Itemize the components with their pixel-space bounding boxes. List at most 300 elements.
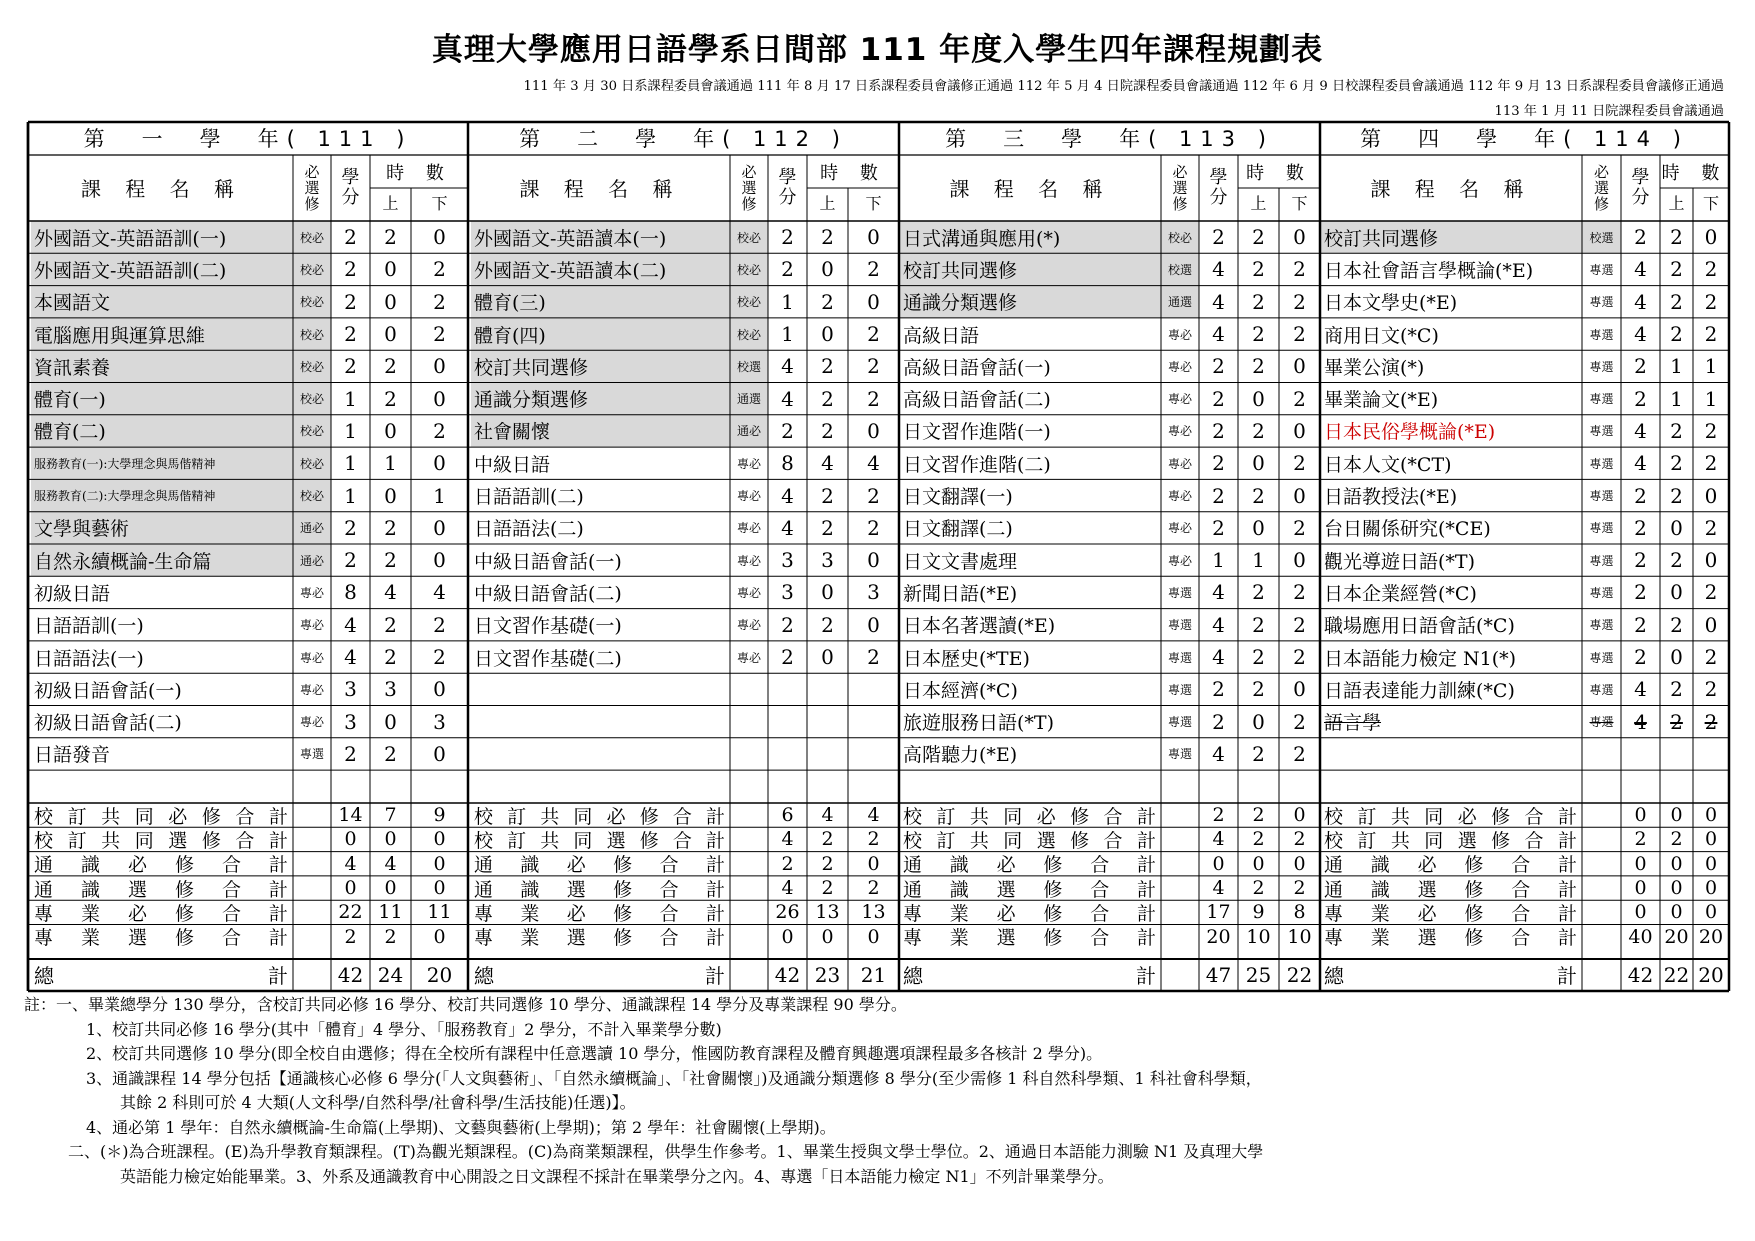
course-hours-2: 0	[867, 548, 880, 573]
summary-hours-2: 0	[867, 925, 880, 948]
summary-hours-2: 0	[433, 852, 446, 875]
course-credits: 4	[1212, 289, 1225, 314]
summary-credits: 2	[344, 925, 357, 948]
course-hours-1: 2	[1670, 289, 1683, 314]
course-credits: 2	[1634, 612, 1647, 637]
total-label: 總 計	[1324, 964, 1577, 988]
course-hours-1: 2	[1670, 418, 1683, 443]
course-req: 專必	[299, 715, 324, 730]
course-hours-1: 2	[1252, 677, 1265, 702]
course-name: 日本經濟(*C)	[903, 679, 1018, 702]
course-name: 初級日語會話(一)	[34, 679, 182, 702]
course-hours-1: 2	[384, 386, 397, 411]
summary-label: 通 識 必 修 合 計	[34, 854, 288, 876]
header-second-sem: 下	[431, 194, 448, 213]
course-hours-2: 2	[433, 418, 446, 443]
header-hours: 時 數	[386, 163, 452, 184]
course-credits: 3	[344, 709, 357, 734]
summary-label: 專 業 必 修 合 計	[474, 902, 725, 925]
course-hours-1: 3	[821, 548, 834, 573]
course-hours-2: 2	[1704, 289, 1718, 314]
total-credits: 42	[1627, 962, 1654, 987]
course-name: 商用日文(*C)	[1324, 324, 1439, 347]
summary-credits: 26	[775, 901, 800, 924]
course-name: 通識分類選修	[474, 389, 589, 412]
summary-label: 專 業 必 修 合 計	[1324, 902, 1577, 925]
course-name: 體育(三)	[474, 292, 546, 315]
course-name: 日本語能力檢定 N1(*)	[1324, 647, 1517, 670]
total-hours-1: 22	[1663, 962, 1690, 987]
summary-hours-1: 2	[1252, 828, 1265, 851]
summary-hours-1: 9	[1252, 901, 1265, 924]
course-credits: 1	[1212, 548, 1225, 573]
course-hours-1: 2	[1252, 418, 1265, 443]
course-hours-2: 0	[867, 225, 880, 250]
summary-label: 校 訂 共 同 選 修 合 計	[903, 829, 1156, 852]
course-name: 本國語文	[34, 292, 111, 315]
summary-hours-2: 11	[427, 901, 452, 924]
course-hours-1: 0	[384, 257, 397, 282]
total-hours-1: 25	[1245, 962, 1272, 987]
course-hours-2: 0	[1293, 225, 1306, 250]
summary-hours-2: 0	[1704, 901, 1718, 924]
course-name: 日文習作進階(二)	[903, 453, 1051, 476]
course-hours-2: 0	[433, 354, 446, 379]
course-credits: 3	[781, 548, 794, 573]
course-credits: 2	[344, 515, 357, 540]
course-credits: 4	[1634, 257, 1647, 282]
summary-hours-1: 2	[1252, 877, 1265, 900]
course-hours-1: 0	[384, 483, 397, 508]
summary-hours-2: 2	[867, 877, 880, 900]
approval-line-2: 113 年 1 月 11 日院課程委員會議通過	[1494, 104, 1724, 119]
total-hours-2: 22	[1286, 962, 1313, 987]
course-req: 專必	[1167, 456, 1192, 471]
course-hours-2: 0	[1293, 354, 1306, 379]
course-hours-2: 2	[867, 322, 880, 347]
summary-credits: 6	[781, 804, 794, 827]
course-hours-1: 0	[821, 580, 834, 605]
course-hours-1: 0	[1252, 515, 1265, 540]
course-credits: 8	[781, 451, 794, 476]
total-hours-1: 23	[814, 962, 841, 987]
course-hours-1: 2	[1252, 289, 1265, 314]
course-hours-2: 4	[433, 580, 446, 605]
summary-credits: 0	[1634, 804, 1647, 827]
course-hours-2: 2	[433, 612, 446, 637]
course-hours-2: 2	[433, 322, 446, 347]
course-credits: 2	[781, 645, 794, 670]
course-req: 專選	[1167, 747, 1192, 762]
header-first-sem: 上	[1250, 194, 1267, 213]
header-req: 必 選 修	[741, 162, 757, 213]
header-req: 必 選 修	[1593, 162, 1609, 213]
course-credits: 2	[781, 418, 794, 443]
year-header: 第 三 學 年( 113 )	[945, 126, 1274, 151]
course-credits: 2	[1634, 225, 1647, 250]
course-hours-2: 2	[1704, 515, 1718, 540]
course-req: 校必	[299, 327, 324, 342]
course-credits: 4	[781, 515, 794, 540]
course-credits: 2	[344, 741, 357, 766]
header-req: 必 選 修	[304, 162, 320, 213]
note-line: 1、校訂共同必修 16 學分(其中「體育」4 學分、「服務教育」2 學分，不計入畢業學分數)	[86, 1019, 722, 1039]
course-hours-1: 2	[1670, 257, 1683, 282]
course-credits: 4	[1634, 322, 1647, 347]
course-name: 日語語訓(一)	[34, 615, 144, 638]
course-hours-1: 2	[1252, 483, 1265, 508]
course-hours-1: 2	[1252, 612, 1265, 637]
course-req: 通必	[299, 521, 324, 536]
course-hours-1: 0	[1252, 451, 1265, 476]
course-hours-2: 2	[1704, 257, 1718, 282]
course-credits: 4	[344, 612, 357, 637]
summary-hours-2: 2	[867, 828, 880, 851]
course-name: 日本人文(*CT)	[1324, 453, 1452, 476]
course-hours-2: 4	[867, 451, 880, 476]
summary-hours-2: 0	[1293, 804, 1306, 827]
course-req: 專選	[1167, 682, 1192, 697]
course-req: 校必	[299, 489, 324, 504]
course-credits: 2	[1634, 645, 1647, 670]
course-name: 初級日語	[34, 582, 111, 605]
header-course-name: 課 程 名 稱	[949, 177, 1112, 201]
summary-hours-2: 0	[433, 925, 446, 948]
course-hours-1: 2	[384, 645, 397, 670]
course-hours-1: 2	[1252, 645, 1265, 670]
summary-hours-1: 11	[378, 901, 403, 924]
course-req: 專必	[1167, 359, 1192, 374]
note-line: 英語能力檢定始能畢業。3、外系及通識教育中心開設之日文課程不採計在畢業學分之內。4、專選「日本語能力檢定 N1」不列計畢業學分。	[120, 1166, 1114, 1186]
summary-hours-1: 2	[821, 852, 834, 875]
course-hours-1: 1	[1670, 354, 1683, 379]
summary-hours-1: 7	[384, 804, 397, 827]
summary-label: 校 訂 共 同 選 修 合 計	[474, 829, 725, 852]
course-hours-1: 2	[821, 515, 834, 540]
course-hours-2: 2	[433, 257, 446, 282]
course-name: 高級日語會話(一)	[903, 356, 1051, 379]
course-name: 日語發音	[34, 744, 111, 767]
course-name: 台日關係研究(*CE)	[1324, 518, 1491, 541]
course-hours-1: 2	[384, 515, 397, 540]
course-hours-2: 2	[1704, 451, 1718, 476]
summary-hours-1: 0	[384, 877, 397, 900]
course-credits: 8	[344, 580, 357, 605]
summary-label: 通 識 選 修 合 計	[34, 878, 288, 901]
course-hours-1: 2	[1252, 741, 1265, 766]
course-req: 專必	[736, 521, 761, 536]
course-name: 日語表達能力訓練(*C)	[1324, 679, 1515, 702]
total-credits: 47	[1205, 962, 1232, 987]
page-title: 真理大學應用日語學系日間部 111 年度入學生四年課程規劃表	[431, 32, 1324, 68]
course-hours-1: 2	[821, 483, 834, 508]
summary-label: 專 業 選 修 合 計	[34, 927, 288, 949]
summary-hours-2: 0	[1704, 804, 1718, 827]
course-hours-1: 2	[1252, 354, 1265, 379]
course-credits: 4	[1212, 580, 1225, 605]
course-hours-2: 2	[1293, 612, 1306, 637]
total-credits: 42	[774, 962, 801, 987]
course-hours-1: 0	[1670, 645, 1683, 670]
header-course-name: 課 程 名 稱	[80, 177, 244, 201]
summary-label: 專 業 選 修 合 計	[1324, 927, 1577, 949]
course-credits: 2	[1634, 580, 1647, 605]
course-credits: 2	[781, 612, 794, 637]
summary-credits: 0	[1634, 901, 1647, 924]
course-hours-2: 1	[1704, 386, 1718, 411]
course-credits: 2	[1212, 709, 1225, 734]
course-req: 專選	[1589, 715, 1614, 730]
course-hours-1: 0	[1670, 580, 1683, 605]
course-hours-2: 2	[1293, 386, 1306, 411]
course-hours-1: 2	[1252, 257, 1265, 282]
summary-hours-2: 0	[1704, 828, 1718, 851]
summary-hours-1: 2	[821, 828, 834, 851]
course-req: 專選	[1589, 262, 1614, 277]
course-req: 專選	[1589, 585, 1614, 600]
summary-label: 專 業 必 修 合 計	[34, 902, 288, 925]
summary-hours-1: 2	[1670, 828, 1683, 851]
course-name: 日文習作基礎(一)	[474, 615, 622, 638]
header-hours: 時 數	[1661, 163, 1728, 184]
course-name: 體育(四)	[474, 324, 546, 347]
note-line: 2、校訂共同選修 10 學分(即全校自由選修；得在全校所有課程中任意選讀 10 學分，惟國防教育課程及體育興趣選項課程最多各核計 2 學分)。	[86, 1044, 1103, 1063]
course-credits: 2	[344, 225, 357, 250]
course-name: 校訂共同選修	[474, 356, 589, 379]
course-hours-2: 2	[867, 515, 880, 540]
course-credits: 2	[344, 354, 357, 379]
header-first-sem: 上	[819, 194, 836, 213]
course-name: 日本文學史(*E)	[1324, 292, 1458, 315]
course-hours-1: 2	[1670, 225, 1683, 250]
total-label: 總 計	[474, 964, 725, 988]
course-credits: 2	[1212, 418, 1225, 443]
summary-credits: 20	[1206, 925, 1231, 948]
course-req: 校必	[299, 295, 324, 310]
course-hours-2: 2	[1704, 709, 1718, 734]
course-hours-1: 2	[1252, 322, 1265, 347]
course-credits: 4	[1212, 741, 1225, 766]
course-hours-2: 0	[1704, 225, 1718, 250]
course-credits: 2	[1634, 548, 1647, 573]
course-hours-2: 2	[1704, 645, 1718, 670]
course-req: 專必	[736, 618, 761, 633]
course-name: 初級日語會話(二)	[34, 712, 182, 735]
course-hours-2: 2	[1293, 289, 1306, 314]
summary-label: 校 訂 共 同 選 修 合 計	[34, 829, 288, 852]
summary-label: 通 識 選 修 合 計	[1324, 878, 1577, 901]
summary-hours-1: 0	[1670, 804, 1683, 827]
course-req: 專必	[299, 650, 324, 665]
course-name: 日文文書處理	[903, 550, 1018, 573]
course-hours-2: 0	[1293, 677, 1306, 702]
course-req: 專必	[299, 618, 324, 633]
course-hours-1: 2	[1252, 225, 1265, 250]
course-req: 校必	[736, 230, 761, 245]
summary-credits: 4	[1212, 828, 1225, 851]
course-hours-1: 2	[1670, 483, 1683, 508]
course-req: 專必	[1167, 424, 1192, 439]
course-credits: 2	[1634, 483, 1647, 508]
course-hours-2: 0	[1293, 548, 1306, 573]
course-credits: 4	[1212, 612, 1225, 637]
course-credits: 4	[1634, 451, 1647, 476]
summary-hours-1: 0	[1670, 852, 1683, 875]
course-credits: 4	[1634, 709, 1647, 734]
course-name: 畢業公演(*)	[1324, 356, 1425, 379]
course-hours-2: 2	[433, 289, 446, 314]
approval-line-1: 111 年 3 月 30 日系課程委員會議通過 111 年 8 月 17 日系課程委員會議修正通過 112 年 5 月 4 日院課程委員會議通過 112 年 6 月 9 日校課程委員會議通過 112 年 9 月 13 日系課程委員會議修正通過	[523, 79, 1724, 94]
course-req: 專選	[1589, 489, 1614, 504]
course-hours-2: 2	[1293, 645, 1306, 670]
course-credits: 2	[344, 289, 357, 314]
course-credits: 4	[1634, 677, 1647, 702]
summary-hours-1: 0	[1252, 852, 1265, 875]
course-hours-2: 2	[867, 386, 880, 411]
course-hours-1: 2	[821, 418, 834, 443]
course-credits: 4	[1634, 289, 1647, 314]
course-req: 專必	[736, 585, 761, 600]
course-req: 專選	[1589, 392, 1614, 407]
summary-credits: 0	[1634, 877, 1647, 900]
course-hours-2: 0	[433, 451, 446, 476]
course-req: 專必	[736, 456, 761, 471]
course-req: 專選	[1167, 650, 1192, 665]
header-course-name: 課 程 名 稱	[1370, 177, 1533, 201]
summary-credits: 40	[1628, 925, 1653, 948]
course-req: 專選	[1167, 618, 1192, 633]
summary-hours-2: 0	[867, 852, 880, 875]
header-hours: 時 數	[820, 163, 886, 184]
course-hours-1: 0	[821, 257, 834, 282]
header-course-name: 課 程 名 稱	[519, 177, 682, 201]
header-first-sem: 上	[1668, 194, 1685, 213]
course-hours-1: 2	[384, 225, 397, 250]
summary-hours-1: 0	[821, 925, 834, 948]
course-req: 校必	[299, 230, 324, 245]
total-hours-2: 20	[1698, 962, 1724, 987]
summary-hours-2: 0	[1704, 877, 1718, 900]
course-name: 日本社會語言學概論(*E)	[1324, 259, 1534, 282]
course-name: 日文翻譯(二)	[903, 518, 1013, 541]
course-req: 校必	[736, 295, 761, 310]
course-hours-2: 2	[1704, 580, 1718, 605]
course-req: 校必	[299, 456, 324, 471]
course-name: 自然永續概論-生命篇	[34, 550, 212, 573]
course-hours-2: 0	[1704, 483, 1718, 508]
header-second-sem: 下	[1702, 194, 1719, 213]
course-hours-2: 2	[1704, 418, 1718, 443]
summary-credits: 2	[1634, 828, 1647, 851]
course-hours-1: 2	[821, 289, 834, 314]
course-hours-1: 2	[1670, 709, 1683, 734]
course-name: 文學與藝術	[34, 518, 130, 541]
course-credits: 2	[781, 225, 794, 250]
course-hours-2: 2	[1293, 451, 1306, 476]
course-req: 專選	[1167, 585, 1192, 600]
summary-hours-2: 0	[433, 828, 446, 851]
header-credits: 學 分	[341, 166, 360, 208]
header-second-sem: 下	[865, 194, 882, 213]
notes	[24, 993, 1739, 1189]
course-hours-2: 3	[867, 580, 880, 605]
course-credits: 2	[1212, 483, 1225, 508]
summary-hours-1: 20	[1664, 925, 1689, 948]
course-credits: 1	[781, 289, 794, 314]
summary-label: 校 訂 共 同 必 修 合 計	[474, 805, 725, 828]
course-credits: 2	[1634, 515, 1647, 540]
header-credits: 學 分	[1209, 166, 1228, 208]
course-credits: 2	[781, 257, 794, 282]
course-req: 專選	[1589, 650, 1614, 665]
summary-hours-2: 0	[433, 877, 446, 900]
course-req: 校選	[736, 359, 761, 374]
course-hours-1: 2	[821, 386, 834, 411]
course-name: 中級日語會話(一)	[474, 550, 622, 573]
summary-label: 校 訂 共 同 必 修 合 計	[903, 805, 1156, 828]
note-line: 4、通必第 1 學年：自然永續概論-生命篇(上學期)、文藝與藝術(上學期)；第 2 學年：社會關懷(上學期)。	[86, 1117, 836, 1137]
course-hours-2: 2	[1293, 709, 1306, 734]
note-line: 其餘 2 科則可於 4 大類(人文科學/自然科學/社會科學/生活技能)任選)】。	[120, 1093, 636, 1112]
course-req: 專必	[299, 682, 324, 697]
total-hours-1: 24	[377, 962, 404, 987]
summary-hours-1: 0	[384, 828, 397, 851]
course-hours-1: 0	[384, 709, 397, 734]
course-hours-1: 0	[1252, 386, 1265, 411]
course-name: 日式溝通與應用(*)	[903, 227, 1061, 250]
header-first-sem: 上	[382, 194, 399, 213]
course-credits: 1	[781, 322, 794, 347]
course-credits: 4	[781, 354, 794, 379]
course-credits: 3	[344, 677, 357, 702]
course-name: 日語語法(一)	[34, 647, 144, 670]
course-hours-2: 0	[1293, 483, 1306, 508]
summary-hours-1: 2	[1252, 804, 1265, 827]
course-req: 專必	[1167, 327, 1192, 342]
summary-credits: 4	[344, 852, 357, 875]
course-credits: 2	[1212, 225, 1225, 250]
course-name: 外國語文-英語讀本(二)	[474, 259, 667, 282]
course-req: 通選	[1167, 295, 1192, 310]
course-name: 社會關懷	[474, 421, 551, 444]
course-name: 新聞日語(*E)	[903, 582, 1018, 605]
summary-label: 校 訂 共 同 必 修 合 計	[1324, 805, 1577, 828]
course-req: 專必	[736, 553, 761, 568]
course-req: 校選	[1589, 230, 1614, 245]
course-req: 專選	[299, 747, 324, 762]
course-req: 專必	[736, 489, 761, 504]
course-hours-2: 2	[1704, 322, 1718, 347]
year-header: 第 一 學 年( 111 )	[83, 126, 413, 151]
course-credits: 4	[1212, 645, 1225, 670]
course-name: 校訂共同選修	[1324, 227, 1439, 250]
year-header: 第 四 學 年( 114 )	[1360, 126, 1689, 151]
course-hours-2: 2	[433, 645, 446, 670]
course-name: 體育(一)	[34, 389, 106, 412]
summary-hours-1: 4	[821, 804, 834, 827]
course-name: 日本民俗學概論(*E)	[1324, 421, 1496, 444]
summary-credits: 0	[781, 925, 794, 948]
course-hours-2: 2	[1293, 515, 1306, 540]
header-credits: 學 分	[778, 166, 797, 208]
course-credits: 2	[1212, 354, 1225, 379]
summary-hours-2: 2	[1293, 828, 1306, 851]
course-name: 通識分類選修	[903, 292, 1018, 315]
summary-credits: 4	[781, 877, 794, 900]
course-req: 校必	[299, 392, 324, 407]
course-req: 專必	[736, 650, 761, 665]
course-name: 日本歷史(*TE)	[903, 647, 1030, 670]
